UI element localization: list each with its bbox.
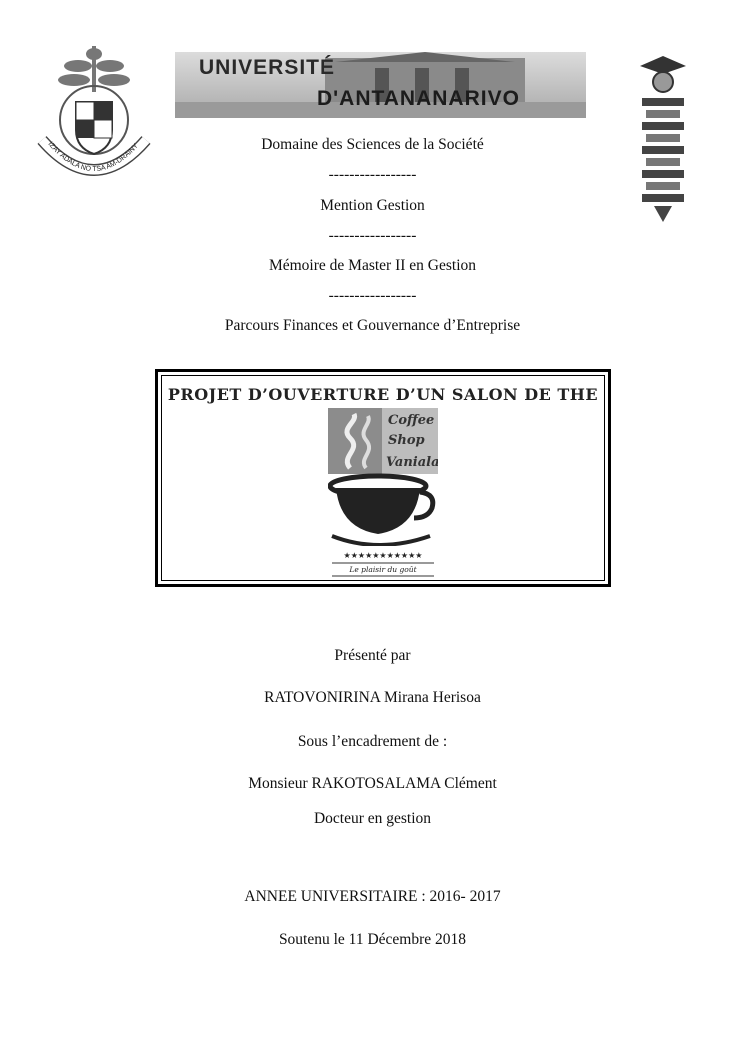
separator-1: -----------------: [328, 166, 417, 183]
presented-by: Présenté par: [334, 647, 411, 664]
supervisor-name: Monsieur RAKOTOSALAMA Clément: [248, 775, 497, 792]
logo-motto: IZAY ADALA NO TSA AM-DRAINY: [46, 140, 140, 174]
defense-date: Soutenu le 11 Décembre 2018: [278, 931, 467, 948]
coffee-shop-logo: [328, 408, 438, 578]
separator-2: -----------------: [328, 227, 417, 244]
project-title: PROJET D’OUVERTURE D’UN SALON DE THE: [167, 385, 599, 404]
separator-3: -----------------: [328, 287, 417, 304]
academic-year: ANNEE UNIVERSITAIRE : 2016- 2017: [244, 888, 501, 905]
author-name: RATOVONIRINA Mirana Herisoa: [264, 689, 481, 706]
logo-coffee-text: Coffee: [388, 413, 435, 428]
logo-stars: ★★★★★★★★★★★: [343, 551, 423, 560]
supervision-label: Sous l’encadrement de :: [297, 733, 448, 750]
logo-vaniala-text: Vaniala: [386, 455, 438, 470]
banner-line2: D'ANTANANARIVO: [317, 87, 520, 110]
university-banner: [175, 52, 586, 118]
logo-shop-text: Shop: [388, 433, 425, 448]
parcours-line: Parcours Finances et Gouvernance d’Entreprise: [224, 317, 521, 334]
banner-line1: UNIVERSITÉ: [199, 56, 336, 79]
memoire-line: Mémoire de Master II en Gestion: [268, 257, 477, 274]
logo-tagline: Le plaisir du goût: [349, 565, 417, 574]
mention-line: Mention Gestion: [320, 197, 425, 214]
domain-line: Domaine des Sciences de la Société: [261, 136, 484, 153]
supervisor-title: Docteur en gestion: [313, 810, 432, 827]
